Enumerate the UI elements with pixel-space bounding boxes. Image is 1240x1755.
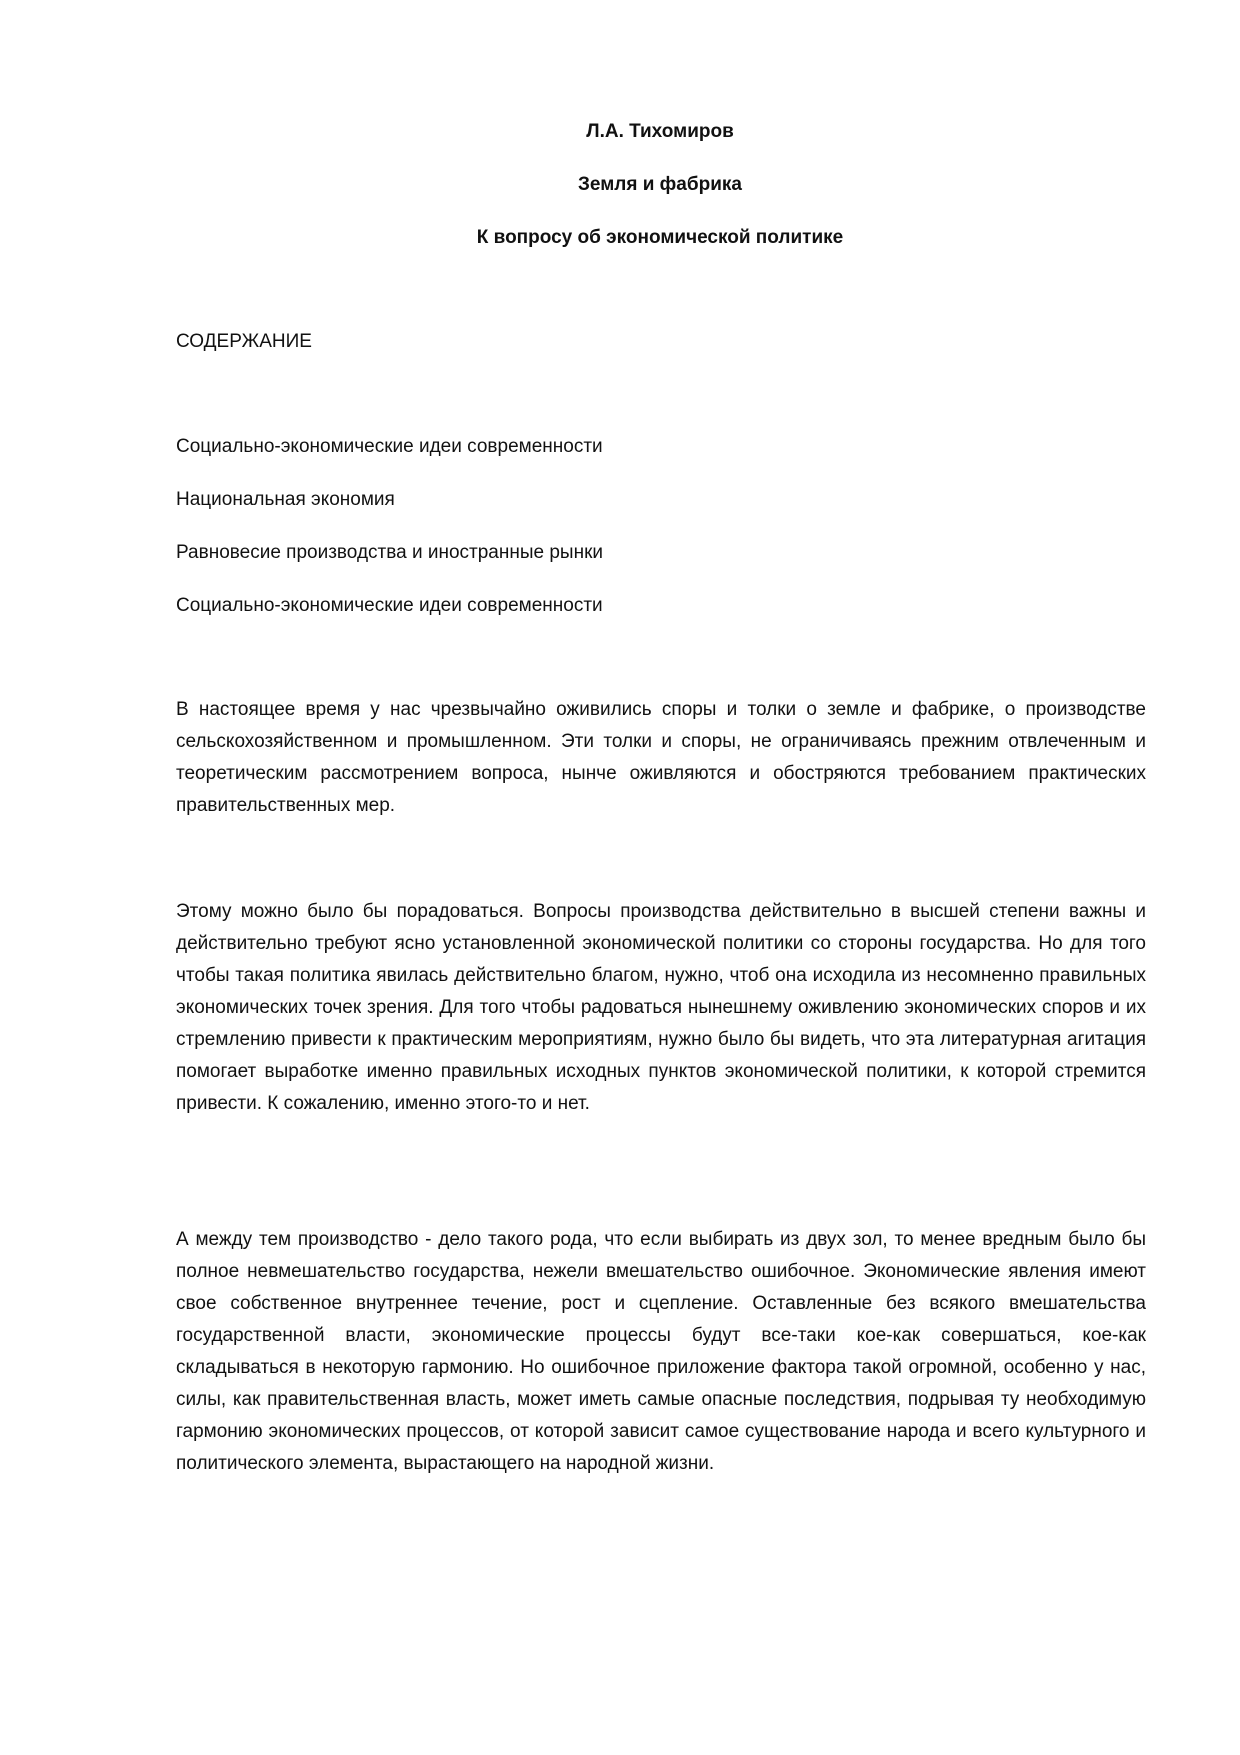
body-paragraph-2: Этому можно было бы порадоваться. Вопросы производства действительно в высшей степени важны и действительно требуют ясно установленной экономической политики со стороны государства. Но для того чтобы такая политика явилась действительно благом, нужно, чтоб она исходила из несомненно правильных экономических точек зрения. Для того чтобы радоваться нынешнему оживлению экономических споров и их стремлению привести к практическим мероприятиям, нужно было бы видеть, что эта литературная агитация помогает выработке именно правильных исходных пунктов экономической политики, к которой стремится привести. К сожалению, именно этого-то и нет. <box>176 901 1146 1114</box>
toc-item: Национальная экономия <box>176 489 395 510</box>
toc-item: Социально-экономические идеи современности <box>176 436 603 457</box>
toc-heading: СОДЕРЖАНИЕ <box>176 331 312 352</box>
table-of-contents <box>176 435 603 647</box>
body-paragraph-3: А между тем производство - дело такого рода, что если выбирать из двух зол, то менее вредным было бы полное невмешательство государства, нежели вмешательство ошибочное. Экономические явления имеют свое собственное внутреннее течение, рост и сцепление. Оставленные без всякого вмешательства государственной власти, экономические процессы будут все-таки кое-как совершаться, кое-как складываться в некоторую гармонию. Но ошибочное приложение фактора такой огромной, особенно у нас, силы, как правительственная власть, может иметь самые опасные последствия, подрывая ту необходимую гармонию экономических процессов, от которой зависит самое существование народа и всего культурного и политического элемента, вырастающего на народной жизни. <box>176 1229 1146 1474</box>
author-name: Л.А. Тихомиров <box>586 121 734 142</box>
toc-item: Равновесие производства и иностранные рынки <box>176 542 603 563</box>
body-paragraph-1: В настоящее время у нас чрезвычайно оживились споры и толки о земле и фабрике, о производстве сельскохозяйственном и промышленном. Эти толки и споры, не ограничиваясь прежним отвлеченным и теоретическим рассмотрением вопроса, нынче оживляются и обостряются требованием практических правительственных мер. <box>176 699 1146 816</box>
document-subtitle: К вопросу об экономической политике <box>476 227 844 248</box>
document-title: Земля и фабрика <box>578 174 742 195</box>
toc-item: Социально-экономические идеи современности <box>176 595 603 616</box>
